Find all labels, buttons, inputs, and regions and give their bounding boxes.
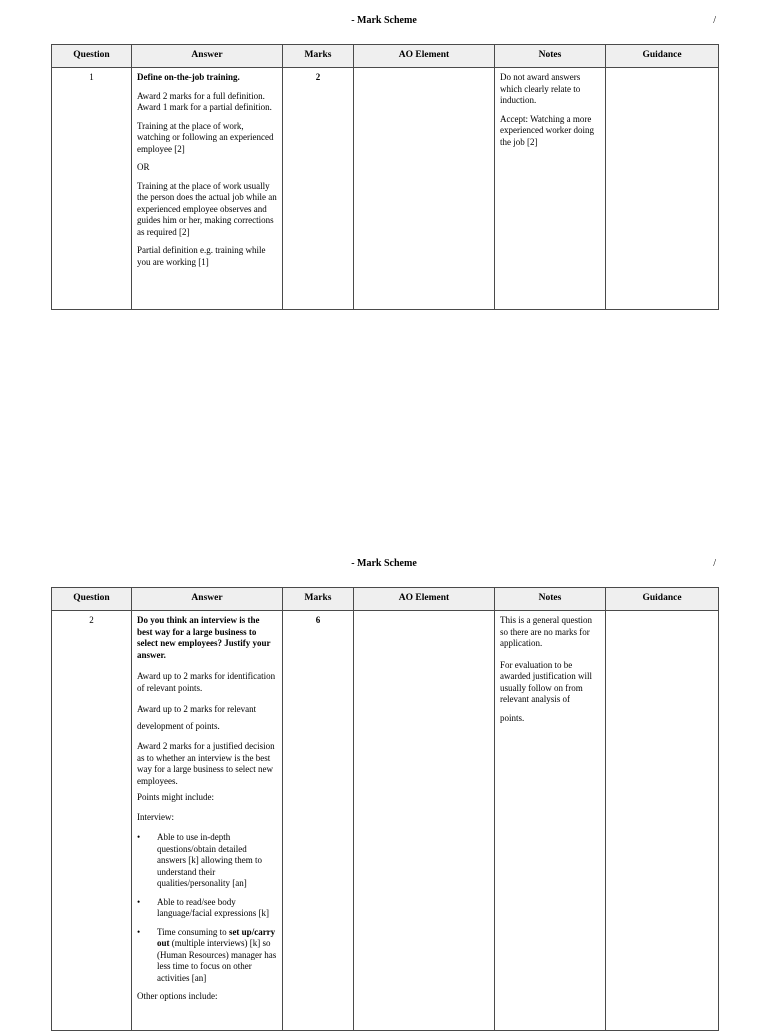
page-number-slash: / bbox=[713, 15, 716, 26]
answer-paragraph: Points might include: bbox=[137, 792, 215, 802]
notes-paragraph: points. bbox=[500, 712, 525, 723]
column-header: Notes bbox=[495, 45, 606, 68]
answer-paragraph: OR bbox=[137, 162, 150, 172]
table-row bbox=[52, 611, 719, 1031]
answer-paragraph: Training at the place of work usually the person does the actual job while an experienced employee observes and guides him or her, making corrections as required [2] bbox=[137, 180, 277, 237]
question-number: 2 bbox=[52, 611, 132, 1031]
page-number-slash: / bbox=[713, 558, 716, 569]
ao-element-cell bbox=[354, 611, 495, 1031]
mark-scheme-table bbox=[51, 44, 719, 310]
answer-paragraph: development of points. bbox=[137, 720, 220, 731]
notes-paragraph: Accept: Watching a more experienced worker doing the job [2] bbox=[500, 113, 594, 147]
column-header: Marks bbox=[283, 588, 354, 611]
points-list bbox=[137, 832, 277, 984]
column-header: AO Element bbox=[354, 45, 495, 68]
list-item bbox=[157, 897, 277, 920]
list-item bbox=[157, 927, 277, 985]
answer-cell bbox=[132, 611, 283, 1031]
answer-paragraph: Award 2 marks for a justified decision as to whether an interview is the best way for a large business to select new employees. bbox=[137, 741, 275, 786]
column-header: Question bbox=[52, 588, 132, 611]
answer-paragraph: Training at the place of work, watching or following an experienced employee [2] bbox=[137, 120, 274, 154]
list-item-emphasis: set up/carry out bbox=[157, 926, 276, 948]
mark-scheme-table bbox=[51, 587, 719, 1031]
list-item-text: (multiple interviews) [k] so (Human Resources) manager has less time to focus on other activities [an] bbox=[157, 938, 277, 983]
list-item-text: Time consuming to bbox=[157, 926, 229, 937]
column-header: Guidance bbox=[606, 588, 719, 611]
column-header: Guidance bbox=[606, 45, 719, 68]
table-row bbox=[52, 68, 719, 310]
table-header-row bbox=[52, 588, 719, 611]
notes-paragraph: This is a general question so there are no marks for application. bbox=[500, 615, 592, 648]
answer-paragraph: Award up to 2 marks for identification of relevant points. bbox=[137, 671, 276, 693]
answer-paragraph: Other options include: bbox=[137, 991, 218, 1001]
column-header: Question bbox=[52, 45, 132, 68]
answer-paragraph: Partial definition e.g. training while you are working [1] bbox=[137, 245, 266, 267]
guidance-cell bbox=[606, 611, 719, 1031]
guidance-cell bbox=[606, 68, 719, 310]
answer-paragraph: Award 2 marks for a full definition. Award 1 mark for a partial definition. bbox=[137, 90, 272, 112]
notes-cell bbox=[495, 68, 606, 310]
page-header bbox=[0, 558, 768, 572]
list-item bbox=[157, 832, 277, 890]
answer-paragraph: Award up to 2 marks for relevant bbox=[137, 704, 257, 714]
table-header-row bbox=[52, 45, 719, 68]
marks-value: 2 bbox=[283, 68, 354, 310]
column-header: AO Element bbox=[354, 588, 495, 611]
marks-value: 6 bbox=[283, 611, 354, 1031]
ao-element-cell bbox=[354, 68, 495, 310]
question-number: 1 bbox=[52, 68, 132, 310]
list-item-text: Able to use in-depth questions/obtain detailed answers [k] allowing them to understand their qualities/personality [an] bbox=[157, 832, 262, 888]
list-item-text: Able to read/see body language/facial expressions [k] bbox=[157, 896, 269, 918]
notes-cell bbox=[495, 611, 606, 1031]
notes-paragraph: For evaluation to be awarded justification will usually follow on from relevant analysis of bbox=[500, 659, 592, 704]
column-header: Notes bbox=[495, 588, 606, 611]
answer-title: Define on-the-job training. bbox=[137, 72, 240, 82]
page-title: - Mark Scheme bbox=[351, 15, 417, 26]
notes-paragraph: Do not award answers which clearly relate to induction. bbox=[500, 72, 581, 105]
column-header: Marks bbox=[283, 45, 354, 68]
answer-cell bbox=[132, 68, 283, 310]
answer-paragraph: Interview: bbox=[137, 811, 174, 822]
column-header: Answer bbox=[132, 45, 283, 68]
answer-title: Do you think an interview is the best way for a large business to select new employees? Justify your answer. bbox=[137, 615, 271, 660]
page-header bbox=[0, 15, 768, 29]
column-header: Answer bbox=[132, 588, 283, 611]
page-title: - Mark Scheme bbox=[351, 558, 417, 569]
